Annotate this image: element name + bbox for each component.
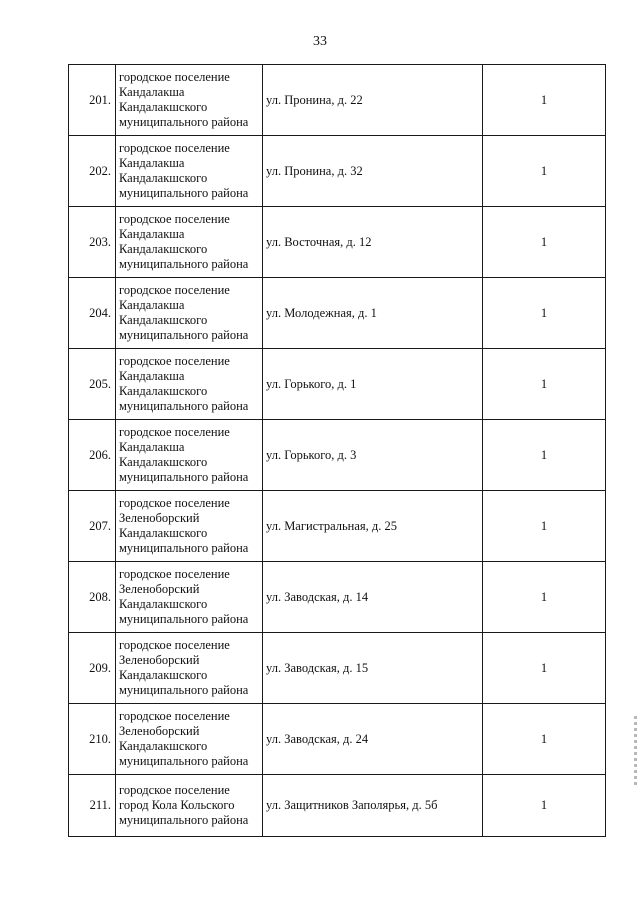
settlement-name xyxy=(116,349,263,420)
settlement-line: Кандалакшского xyxy=(119,100,208,114)
table-row xyxy=(69,775,606,837)
table-row xyxy=(69,136,606,207)
settlement-line: муниципального района xyxy=(119,612,249,626)
settlement-line: Кандалакша xyxy=(119,227,185,241)
settlement-line: муниципального района xyxy=(119,541,249,555)
table-row xyxy=(69,278,606,349)
row-number: 204. xyxy=(69,278,116,349)
count-value: 1 xyxy=(483,278,606,349)
settlement-line: муниципального района xyxy=(119,683,249,697)
settlement-line: Кандалакшского xyxy=(119,455,208,469)
page-number: 33 xyxy=(313,34,327,49)
street-address: ул. Пронина, д. 32 xyxy=(263,136,483,207)
settlement-line: городское поселение xyxy=(119,709,230,723)
count-value: 1 xyxy=(483,349,606,420)
settlement-line: Зеленоборский xyxy=(119,724,200,738)
settlement-line: городское поселение xyxy=(119,141,230,155)
count-value: 1 xyxy=(483,633,606,704)
table-row xyxy=(69,491,606,562)
settlement-line: Кандалакша xyxy=(119,85,185,99)
settlement-line: Кандалакшского xyxy=(119,526,208,540)
settlement-line: муниципального района xyxy=(119,754,249,768)
table-row xyxy=(69,704,606,775)
settlement-line: Зеленоборский xyxy=(119,653,200,667)
settlement-line: Зеленоборский xyxy=(119,582,200,596)
row-number: 206. xyxy=(69,420,116,491)
row-number: 208. xyxy=(69,562,116,633)
count-value: 1 xyxy=(483,704,606,775)
settlement-line: городское поселение xyxy=(119,638,230,652)
count-value: 1 xyxy=(483,562,606,633)
settlement-name xyxy=(116,278,263,349)
settlement-name xyxy=(116,207,263,278)
street-address: ул. Заводская, д. 24 xyxy=(263,704,483,775)
settlement-line: город Кола Кольского xyxy=(119,798,235,812)
table-row xyxy=(69,65,606,136)
settlement-line: Кандалакша xyxy=(119,298,185,312)
count-value: 1 xyxy=(483,136,606,207)
street-address: ул. Горького, д. 1 xyxy=(263,349,483,420)
settlement-address-table xyxy=(68,64,606,837)
count-value: 1 xyxy=(483,775,606,837)
settlement-name xyxy=(116,633,263,704)
settlement-line: Кандалакшского xyxy=(119,171,208,185)
settlement-line: городское поселение xyxy=(119,354,230,368)
count-value: 1 xyxy=(483,65,606,136)
row-number: 202. xyxy=(69,136,116,207)
settlement-line: муниципального района xyxy=(119,328,249,342)
settlement-line: городское поселение xyxy=(119,283,230,297)
street-address: ул. Горького, д. 3 xyxy=(263,420,483,491)
settlement-name xyxy=(116,65,263,136)
street-address: ул. Защитников Заполярья, д. 5б xyxy=(263,775,483,837)
row-number: 205. xyxy=(69,349,116,420)
settlement-line: муниципального района xyxy=(119,399,249,413)
table-row xyxy=(69,633,606,704)
street-address: ул. Восточная, д. 12 xyxy=(263,207,483,278)
settlement-line: городское поселение xyxy=(119,783,230,797)
row-number: 201. xyxy=(69,65,116,136)
table-row xyxy=(69,420,606,491)
settlement-line: Кандалакша xyxy=(119,156,185,170)
street-address: ул. Заводская, д. 14 xyxy=(263,562,483,633)
settlement-name xyxy=(116,136,263,207)
settlement-line: Зеленоборский xyxy=(119,511,200,525)
street-address: ул. Магистральная, д. 25 xyxy=(263,491,483,562)
settlement-line: городское поселение xyxy=(119,212,230,226)
street-address: ул. Пронина, д. 22 xyxy=(263,65,483,136)
table-row xyxy=(69,207,606,278)
settlement-line: городское поселение xyxy=(119,496,230,510)
row-number: 207. xyxy=(69,491,116,562)
settlement-line: Кандалакша xyxy=(119,440,185,454)
table-row xyxy=(69,349,606,420)
settlement-name xyxy=(116,562,263,633)
settlement-line: Кандалакшского xyxy=(119,384,208,398)
settlement-line: Кандалакшского xyxy=(119,242,208,256)
settlement-line: Кандалакшского xyxy=(119,739,208,753)
settlement-line: муниципального района xyxy=(119,115,249,129)
count-value: 1 xyxy=(483,491,606,562)
settlement-line: Кандалакша xyxy=(119,369,185,383)
settlement-line: муниципального района xyxy=(119,813,249,827)
settlement-name xyxy=(116,775,263,837)
settlement-name xyxy=(116,491,263,562)
row-number: 203. xyxy=(69,207,116,278)
row-number: 211. xyxy=(69,775,116,837)
street-address: ул. Молодежная, д. 1 xyxy=(263,278,483,349)
settlement-line: городское поселение xyxy=(119,425,230,439)
settlement-line: муниципального района xyxy=(119,186,249,200)
settlement-line: Кандалакшского xyxy=(119,597,208,611)
row-number: 210. xyxy=(69,704,116,775)
row-number: 209. xyxy=(69,633,116,704)
settlement-line: Кандалакшского xyxy=(119,313,208,327)
table-row xyxy=(69,562,606,633)
settlement-name xyxy=(116,704,263,775)
count-value: 1 xyxy=(483,207,606,278)
count-value: 1 xyxy=(483,420,606,491)
street-address: ул. Заводская, д. 15 xyxy=(263,633,483,704)
settlement-name xyxy=(116,420,263,491)
scan-artifact-mark xyxy=(634,716,637,786)
settlement-line: муниципального района xyxy=(119,470,249,484)
settlement-line: Кандалакшского xyxy=(119,668,208,682)
settlement-line: муниципального района xyxy=(119,257,249,271)
settlement-line: городское поселение xyxy=(119,70,230,84)
settlement-line: городское поселение xyxy=(119,567,230,581)
